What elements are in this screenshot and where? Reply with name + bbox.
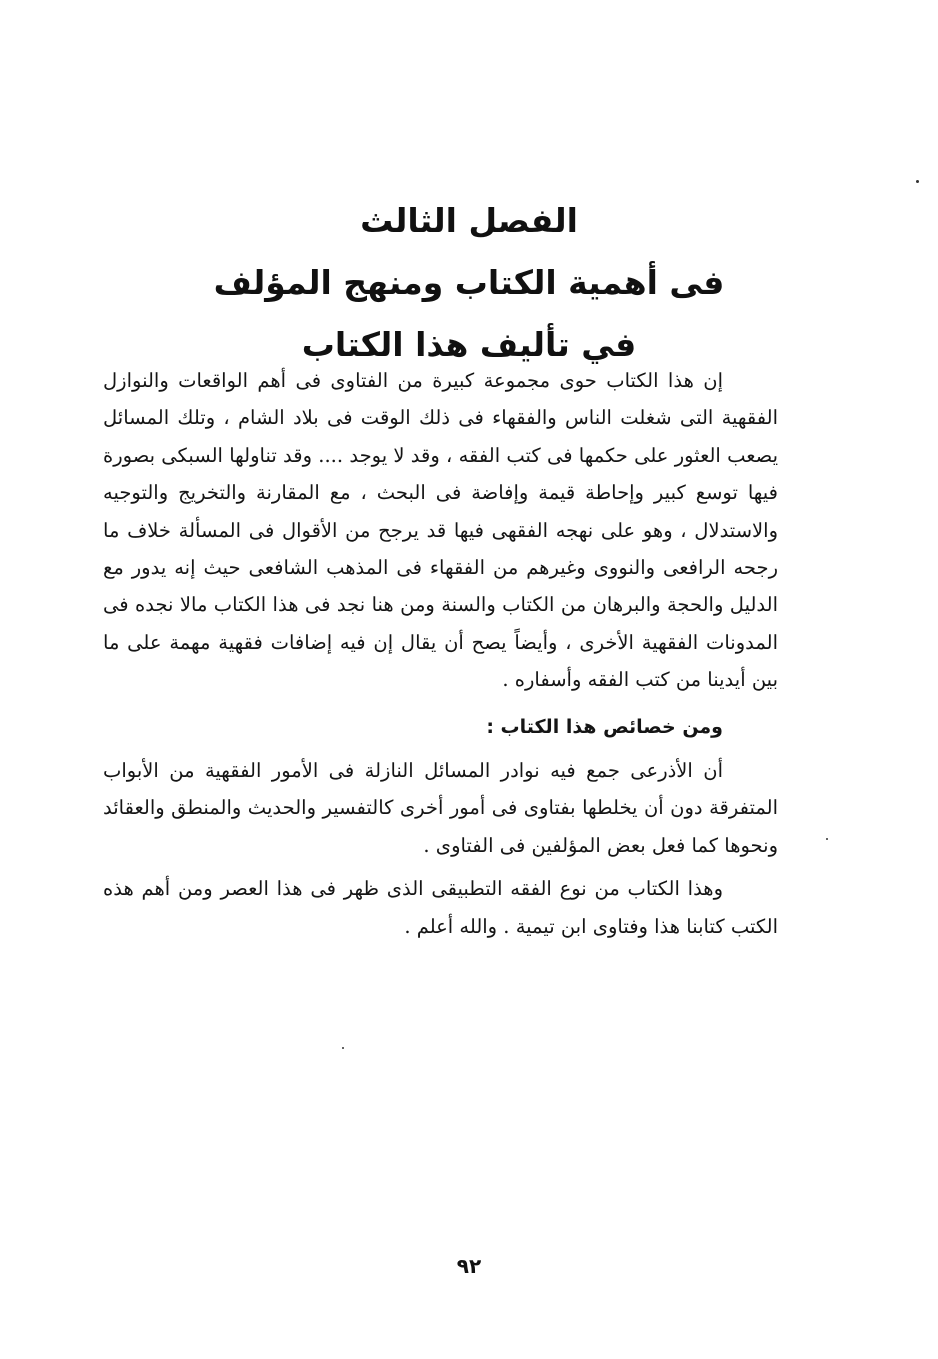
chapter-heading-block [0, 190, 938, 376]
scan-speck [342, 1047, 344, 1049]
chapter-title-line-1: فى أهمية الكتاب ومنهج المؤلف [213, 263, 725, 302]
page-number: ٩٢ [456, 1254, 482, 1278]
subheading-features: ومن خصائص هذا الكتاب : [486, 715, 723, 738]
paragraph-features: أن الأذرعى جمع فيه نوادر المسائل النازلة فى الأمور الفقهية من الأبواب المتفرقة دون أن يخلطها بفتاوى فى أمور أخرى كالتفسير والحديث والمنطق والعقائد ونحوها كما فعل بعض المؤلفين فى الفتاوى . [103, 759, 778, 857]
scan-speck [826, 838, 828, 840]
paragraph-conclusion: وهذا الكتاب من نوع الفقه التطبيقى الذى ظهر فى هذا العصر ومن أهم هذه الكتب كتابنا هذا وفتاوى ابن تيمية . والله أعلم . [103, 877, 778, 938]
scan-speck [916, 180, 919, 183]
chapter-title-line-2: في تأليف هذا الكتاب [301, 325, 637, 364]
body-text [103, 362, 778, 945]
paragraph-importance: إن هذا الكتاب حوى مجموعة كبيرة من الفتاوى فى أهم الواقعات والنوازل الفقهية التى شغلت الناس والفقهاء فى ذلك الوقت فى بلاد الشام ، وتلك المسائل يصعب العثور على حكمها فى كتب الفقه ، وقد لا يوجد .... وقد تناولها السبكى بصورة فيها توسع كبير وإحاطة قيمة وإفاضة فى البحث ، مع المقارنة والتخريج والتوجيه والاستدلال ، وهو على نهجه الفقهى فيها قد يرجح من الأقوال فى المسألة خلاف ما رجحه الرافعى والنووى وغيرهم من الفقهاء فى المذهب الشافعى حيث إنه يدور مع الدليل والحجة والبرهان من الكتاب والسنة ومن هنا نجد فى هذا الكتاب مالا نجده فى المدونات الفقهية الأخرى ، وأيضاً يصح أن يقال إن فيه إضافات فقهية مهمة على ما بين أيدينا من كتب الفقه وأسفاره . [103, 369, 778, 692]
chapter-heading: الفصل الثالث [360, 201, 578, 240]
